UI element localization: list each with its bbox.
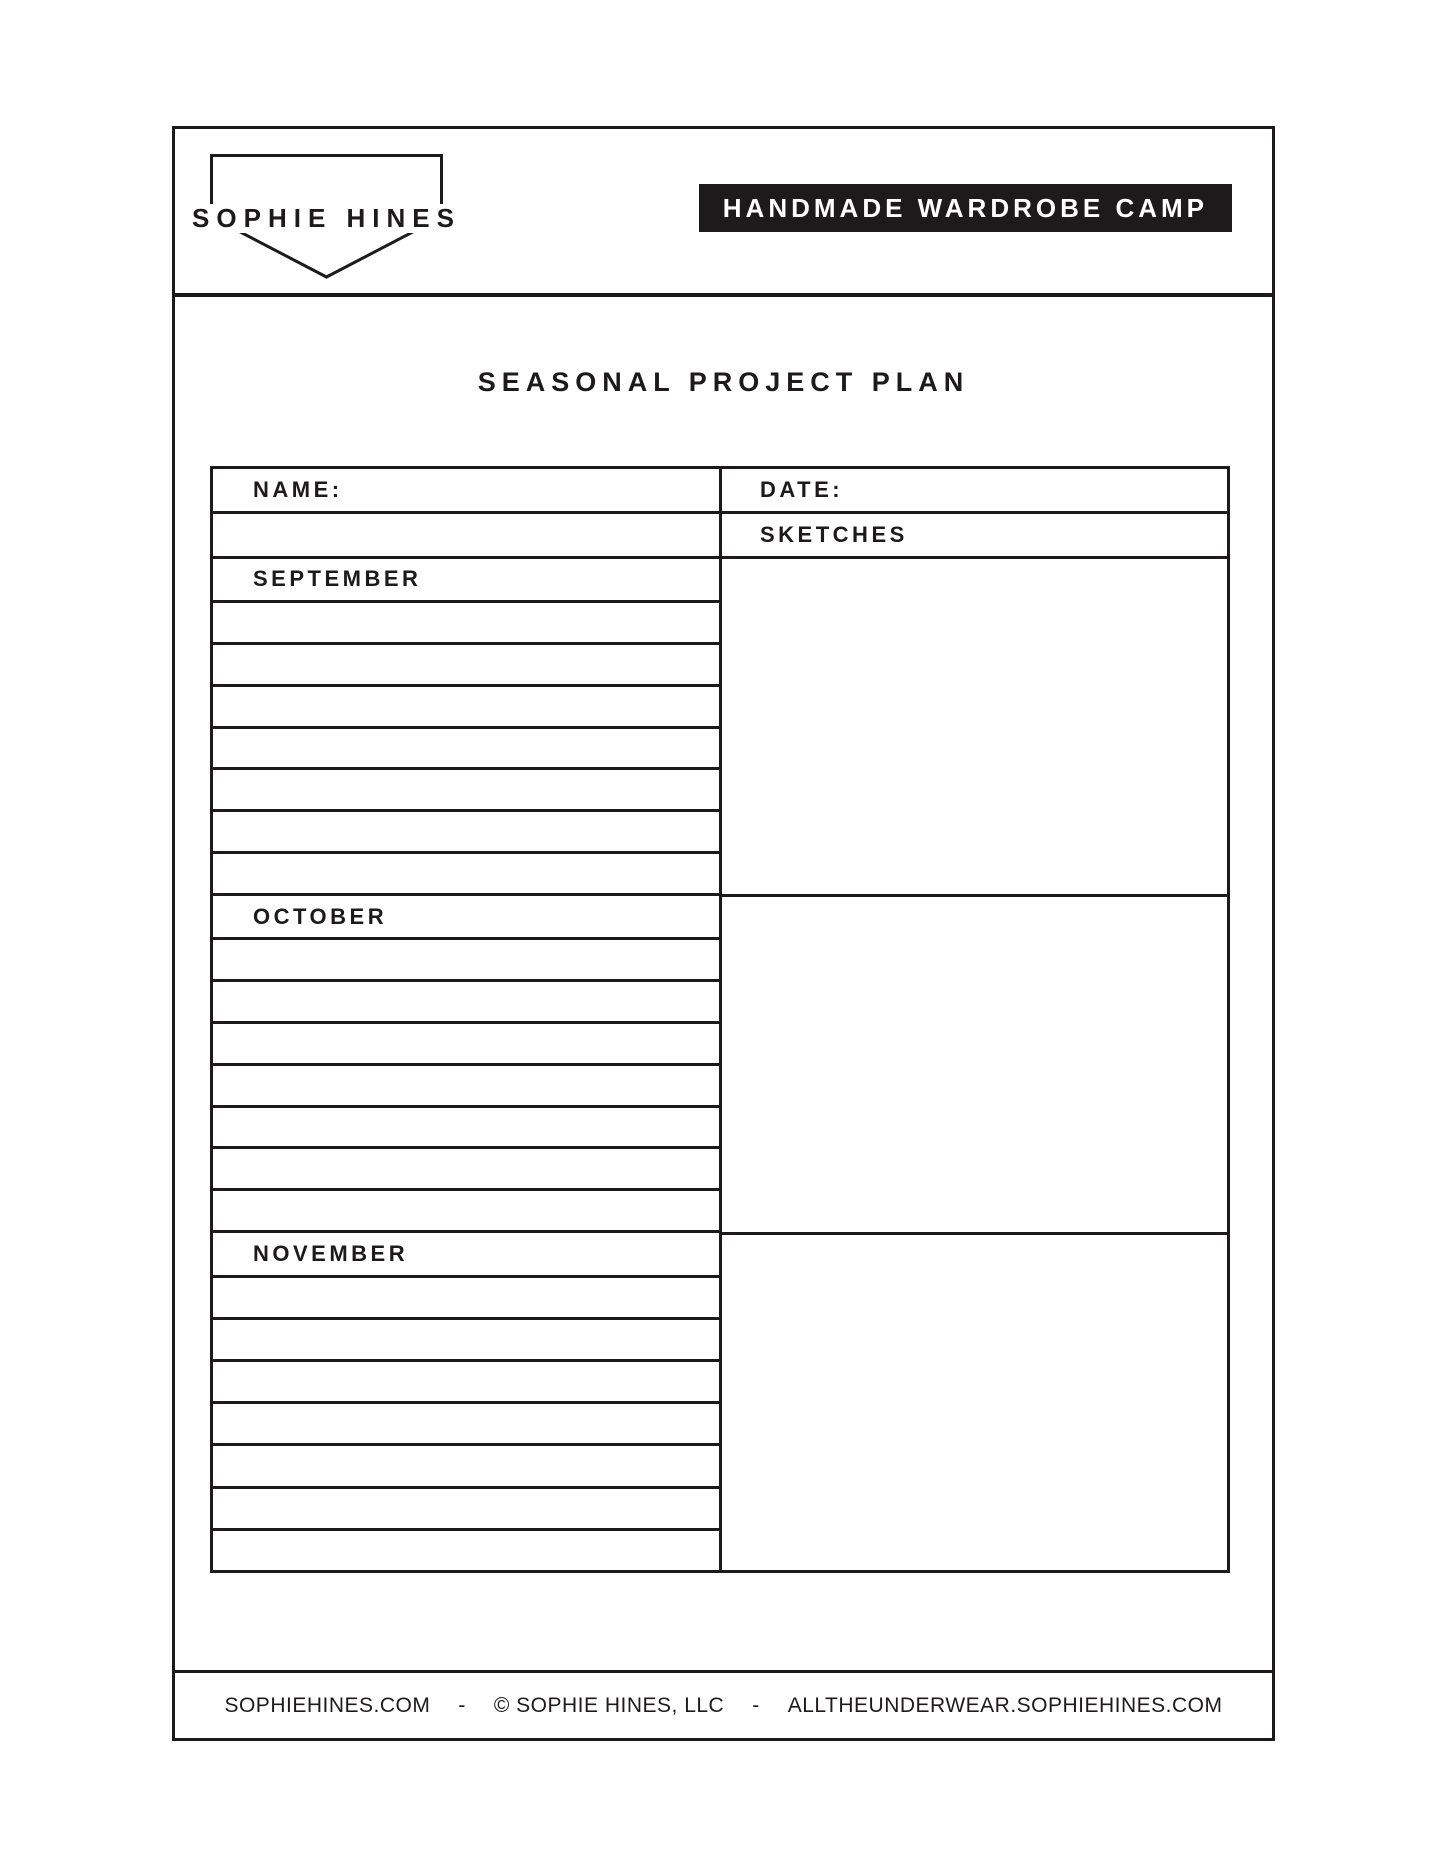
ruled-row (213, 1066, 719, 1108)
ruled-row (213, 1024, 719, 1066)
november-ruled-rows (213, 1278, 719, 1570)
worksheet-page (172, 126, 1275, 1741)
ruled-row (213, 1446, 719, 1488)
footer-separator: - (458, 1693, 466, 1717)
sophie-hines-logo (192, 154, 461, 279)
october-ruled-rows (213, 940, 719, 1232)
ruled-row (213, 1362, 719, 1404)
plan-column (213, 469, 722, 1570)
name-label: NAME: (253, 476, 343, 502)
ruled-row (213, 812, 719, 854)
ruled-row (213, 1404, 719, 1446)
ruled-row (213, 1320, 719, 1362)
footer-underwear-url: ALLTHEUNDERWEAR.SOPHIEHINES.COM (787, 1693, 1223, 1717)
ruled-row (213, 1149, 719, 1191)
month-header-november (213, 1233, 719, 1278)
month-header-october (213, 896, 719, 941)
footer-site-url: SOPHIEHINES.COM (224, 1693, 431, 1717)
ruled-row (213, 854, 719, 896)
page-title: SEASONAL PROJECT PLAN (477, 367, 970, 397)
sketch-box-october (722, 897, 1227, 1235)
name-field-row (213, 469, 719, 514)
date-field-row (722, 469, 1227, 514)
camp-title-text: HANDMADE WARDROBE CAMP (722, 192, 1208, 223)
header-divider-line (172, 293, 1275, 297)
sketches-header-row (722, 514, 1227, 559)
month-label: OCTOBER (253, 903, 388, 929)
sketch-box-september (722, 559, 1227, 897)
ruled-row (213, 940, 719, 982)
september-ruled-rows (213, 603, 719, 895)
month-label: SEPTEMBER (253, 566, 422, 592)
ruled-row (213, 729, 719, 771)
date-label: DATE: (760, 476, 844, 502)
ruled-row (213, 1191, 719, 1233)
ruled-row (213, 1108, 719, 1150)
sketches-label: SKETCHES (760, 521, 908, 547)
ruled-row (213, 1278, 719, 1320)
camp-title-banner (699, 184, 1232, 232)
ruled-row (213, 514, 719, 559)
ruled-row (213, 603, 719, 645)
ruled-row (213, 687, 719, 729)
footer-copyright: © SOPHIE HINES, LLC (493, 1693, 725, 1717)
month-label: NOVEMBER (253, 1240, 409, 1266)
ruled-row (213, 982, 719, 1024)
month-header-september (213, 559, 719, 604)
footer (175, 1670, 1272, 1738)
ruled-row (213, 645, 719, 687)
ruled-row (213, 1531, 719, 1570)
sketch-box-november (722, 1235, 1227, 1570)
seasonal-plan-table (210, 466, 1230, 1573)
ruled-row (213, 1489, 719, 1531)
logo-wordmark: SOPHIE HINES (189, 204, 464, 233)
sketches-column (722, 469, 1227, 1570)
ruled-row (213, 770, 719, 812)
footer-separator: - (752, 1693, 760, 1717)
